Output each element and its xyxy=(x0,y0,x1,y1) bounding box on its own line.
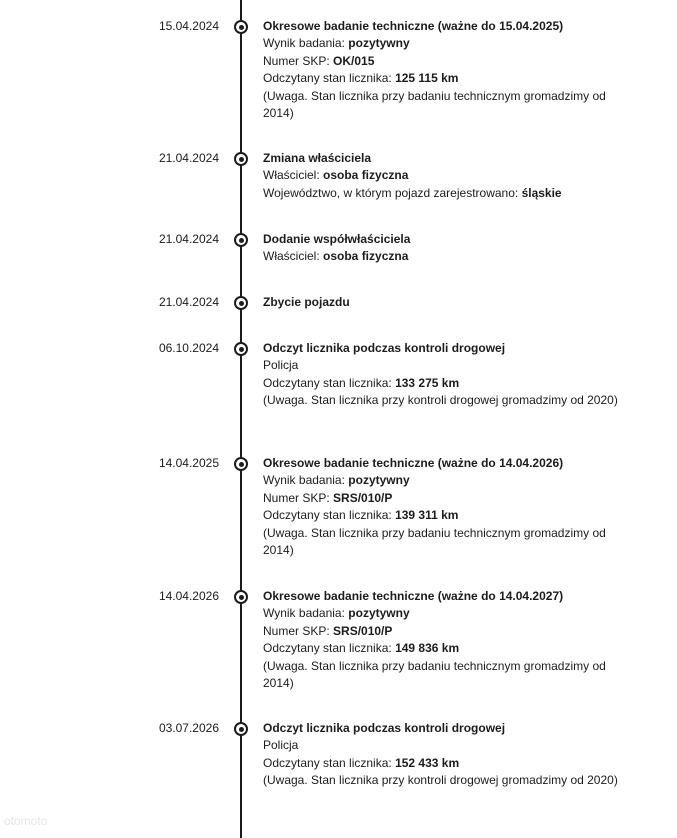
event-date: 21.04.2024 xyxy=(158,151,219,165)
skp-number: Numer SKP: SRS/010/P xyxy=(263,490,393,505)
timeline-axis xyxy=(240,0,242,838)
odometer-note: (Uwaga. Stan licznika przy kontroli drogowej gromadzimy od 2020) xyxy=(263,393,618,408)
odometer-reading: Odczytany stan licznika: 152 433 km xyxy=(263,755,460,770)
timeline-dot-icon xyxy=(234,722,248,736)
odometer-note: (Uwaga. Stan licznika przy badaniu technicznym gromadzimy od 2014) xyxy=(263,658,606,691)
event-date: 21.04.2024 xyxy=(158,232,219,246)
event-title: Zmiana właściciela xyxy=(263,151,372,165)
event-date: 14.04.2026 xyxy=(158,589,219,603)
event-title: Okresowe badanie techniczne (ważne do 14.04.2027) xyxy=(263,589,564,603)
event-title: Okresowe badanie techniczne (ważne do 15.04.2025) xyxy=(263,19,564,33)
event-title: Odczyt licznika podczas kontroli drogowej xyxy=(263,341,506,355)
timeline-dot-icon xyxy=(234,457,248,471)
inspection-result: Wynik badania: pozytywny xyxy=(263,606,410,621)
event-details xyxy=(263,231,623,266)
timeline-dot-icon xyxy=(234,233,248,247)
timeline-dot-icon xyxy=(234,152,248,166)
odometer-reading: Odczytany stan licznika: 139 311 km xyxy=(263,508,459,523)
odometer-note: (Uwaga. Stan licznika przy badaniu technicznym gromadzimy od 2014) xyxy=(263,525,606,558)
inspection-result: Wynik badania: pozytywny xyxy=(263,473,410,488)
skp-number: Numer SKP: OK/015 xyxy=(263,53,375,68)
event-title: Zbycie pojazdu xyxy=(263,295,350,309)
event-title: Odczyt licznika podczas kontroli drogowej xyxy=(263,721,506,735)
odometer-note: (Uwaga. Stan licznika przy badaniu technicznym gromadzimy od 2014) xyxy=(263,88,606,121)
event-details xyxy=(263,294,623,311)
event-date: 14.04.2025 xyxy=(158,456,219,470)
owner-type: Właściciel: osoba fizyczna xyxy=(263,249,409,264)
event-details xyxy=(263,455,623,559)
event-title: Okresowe badanie techniczne (ważne do 14.04.2026) xyxy=(263,456,564,470)
timeline-dot-icon xyxy=(234,296,248,310)
event-date: 15.04.2024 xyxy=(158,19,219,33)
owner-type: Właściciel: osoba fizyczna xyxy=(263,168,409,183)
event-details xyxy=(263,150,623,202)
odometer-reading: Odczytany stan licznika: 125 115 km xyxy=(263,71,459,86)
event-details xyxy=(263,18,623,122)
authority: Policja xyxy=(263,358,299,373)
watermark-logo: otomoto xyxy=(4,814,48,828)
timeline-dot-icon xyxy=(234,20,248,34)
event-details xyxy=(263,588,623,692)
inspection-result: Wynik badania: pozytywny xyxy=(263,36,410,51)
event-date: 03.07.2026 xyxy=(158,721,219,735)
registration-voivodeship: Województwo, w którym pojazd zarejestrowano: śląskie xyxy=(263,185,562,200)
timeline-dot-icon xyxy=(234,342,248,356)
authority: Policja xyxy=(263,738,299,753)
event-title: Dodanie współwłaściciela xyxy=(263,232,411,246)
odometer-reading: Odczytany stan licznika: 133 275 km xyxy=(263,375,460,390)
event-details xyxy=(263,340,623,410)
odometer-reading: Odczytany stan licznika: 149 836 km xyxy=(263,641,460,656)
event-date: 21.04.2024 xyxy=(158,295,219,309)
timeline-dot-icon xyxy=(234,590,248,604)
event-date: 06.10.2024 xyxy=(158,341,219,355)
event-details xyxy=(263,720,623,790)
skp-number: Numer SKP: SRS/010/P xyxy=(263,623,393,638)
odometer-note: (Uwaga. Stan licznika przy kontroli drogowej gromadzimy od 2020) xyxy=(263,773,618,788)
